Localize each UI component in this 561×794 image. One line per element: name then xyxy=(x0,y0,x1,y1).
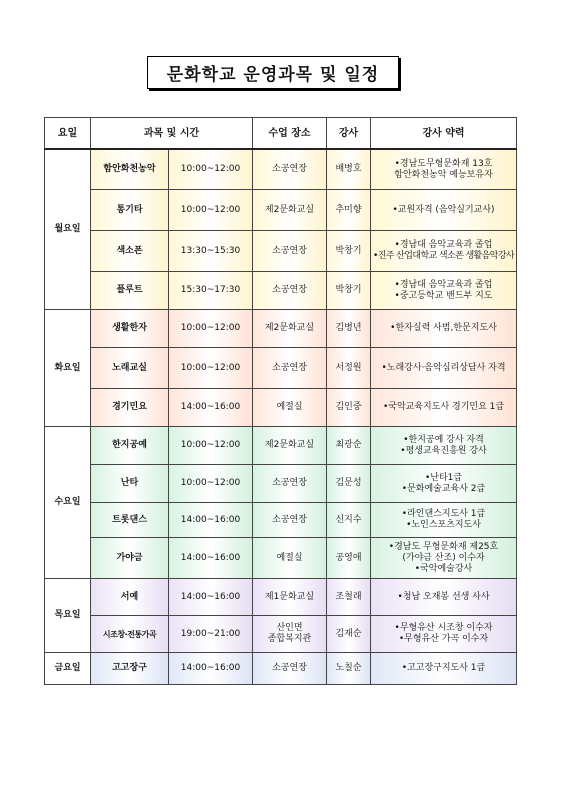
place-cell: 소공연장 xyxy=(253,465,327,503)
time-cell: 19:00~21:00 xyxy=(169,616,253,653)
bio-cell xyxy=(371,272,517,310)
table-row xyxy=(45,653,517,685)
subject-cell: 경기민요 xyxy=(91,389,169,427)
time-cell: 14:00~16:00 xyxy=(169,579,253,616)
bio-line: •경남도 무형문화재 제25호 xyxy=(388,541,499,552)
subject-cell: 함안화천농악 xyxy=(91,149,169,190)
bio-cell xyxy=(371,231,517,272)
bio-line: •진주 산업대학교 색소폰 생활음악강사 xyxy=(373,251,515,261)
day-cell-friday: 금요일 xyxy=(45,653,91,685)
header-subject-time: 과목 및 시간 xyxy=(91,118,253,150)
bio-line: •고고장구지도사 1급 xyxy=(401,663,486,673)
teacher-cell: 최광순 xyxy=(327,427,371,465)
time-cell: 14:00~16:00 xyxy=(169,538,253,579)
teacher-cell: 추미향 xyxy=(327,190,371,231)
place-line: 산인면 xyxy=(276,623,303,633)
subject-cell: 시조창·전통가곡 xyxy=(91,616,169,653)
time-cell: 14:00~16:00 xyxy=(169,653,253,685)
bio-line: •노인스포츠지도사 xyxy=(406,520,481,530)
time-cell: 10:00~12:00 xyxy=(169,149,253,190)
teacher-cell: 조철래 xyxy=(327,579,371,616)
bio-cell xyxy=(371,579,517,616)
bio-cell xyxy=(371,538,517,579)
bio-line: •국악교육지도사 경기민요 1급 xyxy=(382,402,505,412)
place-cell: 제2문화교실 xyxy=(253,190,327,231)
time-cell: 14:00~16:00 xyxy=(169,389,253,427)
table-row xyxy=(45,427,517,465)
time-cell: 10:00~12:00 xyxy=(169,310,253,348)
header-teacher: 강사 xyxy=(327,118,371,150)
bio-line: •평생교육진흥원 강사 xyxy=(400,445,487,456)
subject-cell: 색소폰 xyxy=(91,231,169,272)
bio-cell xyxy=(371,427,517,465)
bio-line: (가야금 산조) 이수자 xyxy=(402,552,485,563)
bio-cell xyxy=(371,503,517,538)
teacher-cell: 공영애 xyxy=(327,538,371,579)
place-cell: 소공연장 xyxy=(253,272,327,310)
place-cell: 소공연장 xyxy=(253,149,327,190)
table-row xyxy=(45,616,517,653)
bio-cell xyxy=(371,465,517,503)
bio-line: •난타1급 xyxy=(424,472,463,483)
header-row xyxy=(45,118,517,150)
bio-line: •중고등학교 밴드부 지도 xyxy=(394,290,493,301)
bio-cell xyxy=(371,616,517,653)
table-row xyxy=(45,190,517,231)
table-row xyxy=(45,149,517,190)
subject-cell: 고고장구 xyxy=(91,653,169,685)
place-cell xyxy=(253,616,327,653)
page-title: 문화학교 운영과목 및 일정 xyxy=(166,65,380,85)
bio-line: •한자실력 사범,한문지도사 xyxy=(390,323,497,333)
subject-cell: 생활한자 xyxy=(91,310,169,348)
place-cell: 제1문화교실 xyxy=(253,579,327,616)
subject-cell: 통기타 xyxy=(91,190,169,231)
header-bio: 강사 약력 xyxy=(371,118,517,150)
time-cell: 13:30~15:30 xyxy=(169,231,253,272)
subject-cell: 가야금 xyxy=(91,538,169,579)
place-cell: 소공연장 xyxy=(253,231,327,272)
table-row xyxy=(45,465,517,503)
teacher-cell: 김문성 xyxy=(327,465,371,503)
subject-cell: 플루트 xyxy=(91,272,169,310)
table-row xyxy=(45,389,517,427)
schedule-table xyxy=(44,117,517,685)
place-cell: 제2문화교실 xyxy=(253,310,327,348)
bio-line: •노래강사·음악심리상담사 자격 xyxy=(381,362,506,373)
teacher-cell: 배병호 xyxy=(327,149,371,190)
page-title-box xyxy=(147,56,399,89)
place-cell: 제2문화교실 xyxy=(253,427,327,465)
bio-line: •교원자격 (음악실기교사) xyxy=(392,204,495,215)
time-cell: 15:30~17:30 xyxy=(169,272,253,310)
subject-cell: 난타 xyxy=(91,465,169,503)
bio-line: •한지공예 강사 자격 xyxy=(403,434,484,445)
table-row xyxy=(45,272,517,310)
place-line: 종합복지관 xyxy=(267,634,312,644)
bio-line: 함안화천농악 예능보유자 xyxy=(394,169,493,180)
table-row xyxy=(45,310,517,348)
bio-line: •국악예술강사 xyxy=(414,563,473,574)
teacher-cell: 신지수 xyxy=(327,503,371,538)
bio-cell xyxy=(371,653,517,685)
time-cell: 10:00~12:00 xyxy=(169,427,253,465)
teacher-cell: 서정원 xyxy=(327,348,371,389)
teacher-cell: 박창기 xyxy=(327,231,371,272)
header-day: 요일 xyxy=(45,118,91,150)
bio-line: •경남도무형문화재 13호 xyxy=(394,158,493,169)
table-row xyxy=(45,579,517,616)
time-cell: 10:00~12:00 xyxy=(169,190,253,231)
subject-cell: 한지공예 xyxy=(91,427,169,465)
teacher-cell: 김재순 xyxy=(327,616,371,653)
bio-line: •라인댄스지도사 1급 xyxy=(401,509,486,519)
bio-line: •경남대 음악교육과 졸업 xyxy=(394,240,493,250)
subject-cell: 노래교실 xyxy=(91,348,169,389)
subject-cell: 서예 xyxy=(91,579,169,616)
bio-cell xyxy=(371,149,517,190)
teacher-cell: 노칠순 xyxy=(327,653,371,685)
day-cell-monday: 월요일 xyxy=(45,149,91,310)
teacher-cell: 김인중 xyxy=(327,389,371,427)
place-cell: 소공연장 xyxy=(253,653,327,685)
teacher-cell: 박창기 xyxy=(327,272,371,310)
bio-cell xyxy=(371,348,517,389)
time-cell: 14:00~16:00 xyxy=(169,503,253,538)
day-cell-tuesday: 화요일 xyxy=(45,310,91,427)
place-cell: 소공연장 xyxy=(253,503,327,538)
bio-line: •청남 오재봉 선생 사사 xyxy=(397,591,490,602)
header-place: 수업 장소 xyxy=(253,118,327,150)
table-row xyxy=(45,538,517,579)
bio-cell xyxy=(371,190,517,231)
table-row xyxy=(45,231,517,272)
bio-line: •문화예술교육사 2급 xyxy=(401,483,486,494)
place-cell: 예절실 xyxy=(253,538,327,579)
time-cell: 10:00~12:00 xyxy=(169,465,253,503)
day-cell-wednesday: 수요일 xyxy=(45,427,91,579)
bio-line: •무형유산 가곡 이수자 xyxy=(398,634,489,644)
place-cell: 소공연장 xyxy=(253,348,327,389)
place-cell: 예절실 xyxy=(253,389,327,427)
day-cell-thursday: 목요일 xyxy=(45,579,91,653)
time-cell: 10:00~12:00 xyxy=(169,348,253,389)
bio-cell xyxy=(371,389,517,427)
bio-line: •경남대 음악교육과 졸업 xyxy=(394,279,493,290)
subject-cell: 트롯댄스 xyxy=(91,503,169,538)
bio-cell xyxy=(371,310,517,348)
bio-line: •무형유산 시조창 이수자 xyxy=(394,623,493,633)
table-row xyxy=(45,348,517,389)
teacher-cell: 김병년 xyxy=(327,310,371,348)
table-row xyxy=(45,503,517,538)
